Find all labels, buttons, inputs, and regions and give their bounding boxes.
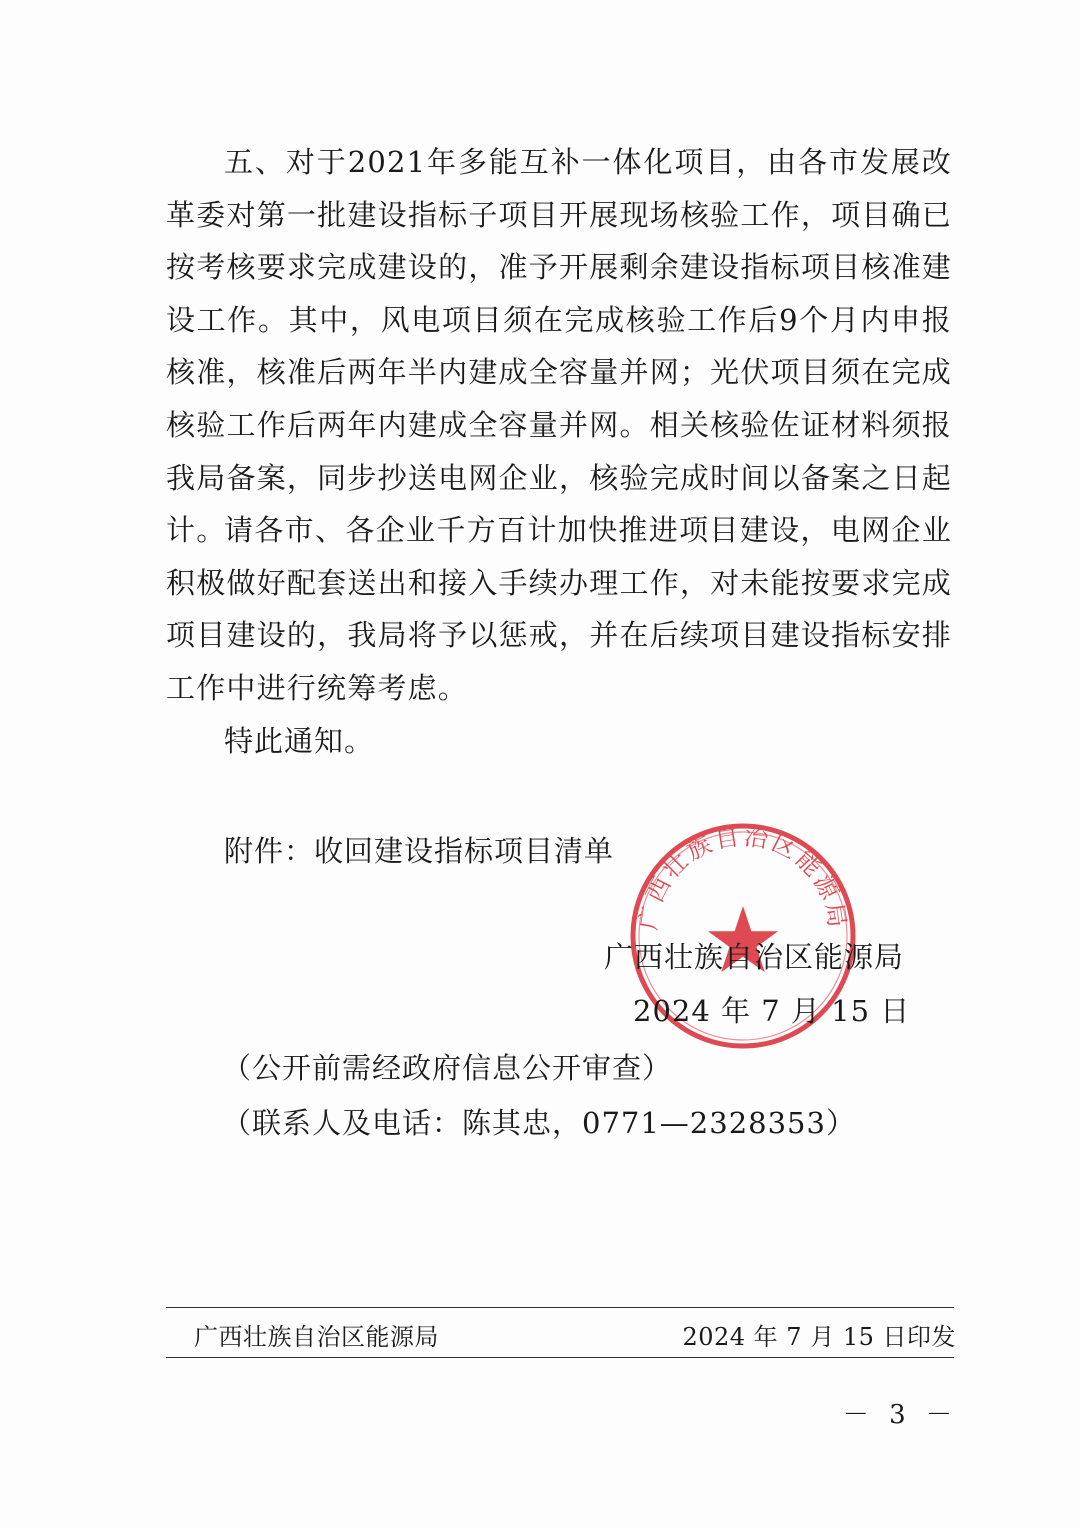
contact-note: （联系人及电话：陈其忠，0771—2328353） [222,1106,856,1140]
footer-bottom-rule [166,1357,954,1358]
disclosure-note: （公开前需经政府信息公开审查） [222,1051,673,1085]
issuer-name: 广西壮族自治区能源局 [604,940,905,974]
paragraph-five: 五、对于2021年多能互补一体化项目，由各市发展改革委对第一批建设指标子项目开展现场核验工作，项目确已按考核要求完成建设的，准予开展剩余建设指标项目核准建设工作。其中，风电项目须在完成核验工作后9个月内申报核准，核准后两年半内建成全容量并网；光伏项目须在完成核验工作后两年内建成全容量并网。相关核验佐证材料须报我局备案，同步抄送电网企业，核验完成时间以备案之日起计。 [166,145,952,548]
page-number: － 3 － [842,1400,958,1430]
footer-top-rule [166,1307,954,1308]
issue-date: 2024 年 7 月 15 日 [633,994,911,1028]
attachment-line: 附件：收回建设指标项目清单 [224,834,615,868]
seal-ring-text: 广西壮族自治区能源局 [634,822,852,932]
closing-line: 特此通知。 [224,724,375,758]
footer-print-date: 2024 年 7 月 15 日印发 [682,1323,956,1351]
paragraph-request: 请各市、各企业千方百计加快推进项目建设，电网企业积极做好配套送出和接入手续办理工作，对未能按要求完成项目建设的，我局将予以惩戒，并在后续项目建设指标安排工作中进行统筹考虑。 [166,513,952,705]
footer-org: 广西壮族自治区能源局 [194,1323,439,1351]
